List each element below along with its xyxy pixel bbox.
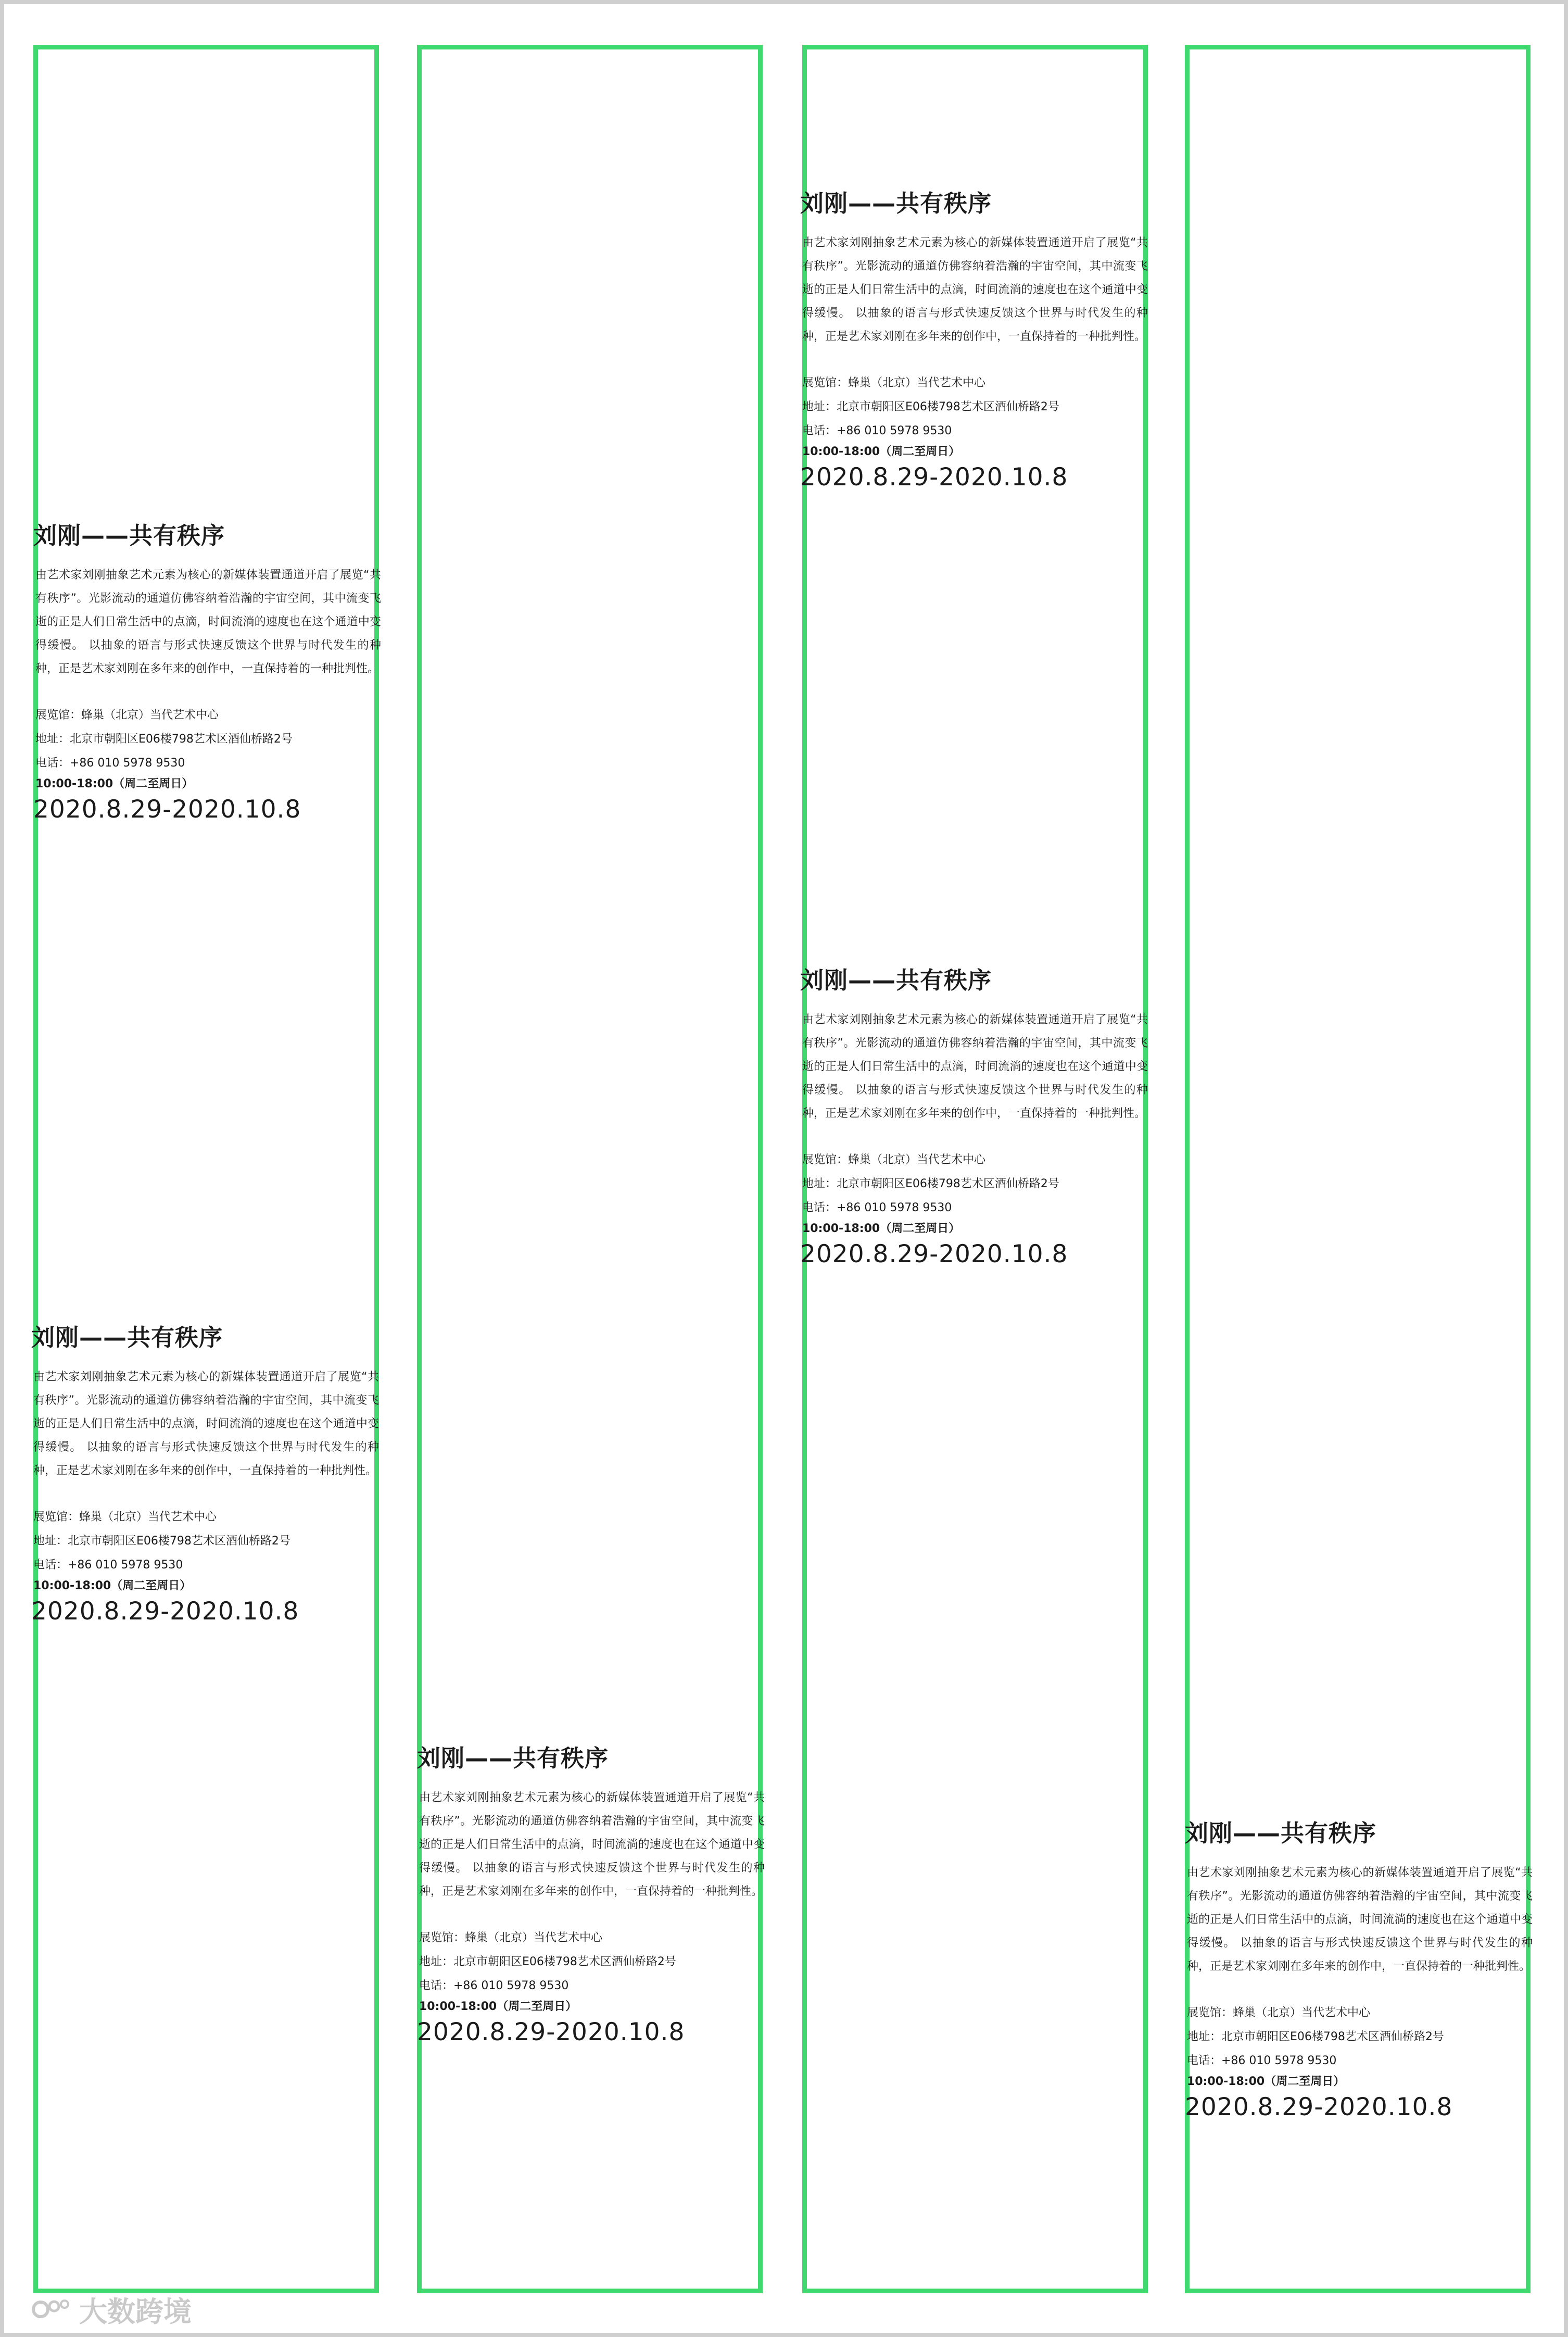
exhibition-info-block [1185,1818,1539,2124]
exhibition-info-block [31,1323,385,1628]
column-1 [33,45,379,2293]
phone-text: 电话：+86 010 5978 9530 [802,424,952,437]
exhibition-dates: 2020.8.29-2020.10.8 [800,463,1068,492]
exhibition-info-block [800,189,1154,494]
venue-text: 展览馆：蜂巢（北京）当代艺术中心 [419,1931,603,1944]
hours-text: 10:00-18:00（周二至周日） [1187,2075,1345,2088]
address-text: 地址：北京市朝阳区E06楼798艺术区酒仙桥路2号 [33,1535,290,1548]
exhibition-title: 刘刚——共有秩序 [33,522,225,549]
address-text: 地址：北京市朝阳区E06楼798艺术区酒仙桥路2号 [35,733,293,746]
exhibition-title: 刘刚——共有秩序 [800,966,992,994]
watermark-text: 大数跨境 [79,2295,192,2328]
venue-text: 展览馆：蜂巢（北京）当代艺术中心 [1187,2006,1371,2019]
phone-text: 电话：+86 010 5978 9530 [802,1201,952,1214]
exhibition-description: 由艺术家刘刚抽象艺术元素为核心的新媒体装置通道开启了展览“共有秩序”。光影流动的通道仿佛容纳着浩瀚的宇宙空间，其中流变飞逝的正是人们日常生活中的点滴，时间流淌的速度也在这个通道中变得缓慢。 以抽象的语言与形式快速反馈这个世界与时代发生的种种，正是艺术家刘刚在多年来的创作中，一直保持着的一种批判性。 [1187,1866,1533,1973]
exhibition-description: 由艺术家刘刚抽象艺术元素为核心的新媒体装置通道开启了展览“共有秩序”。光影流动的通道仿佛容纳着浩瀚的宇宙空间，其中流变飞逝的正是人们日常生活中的点滴，时间流淌的速度也在这个通道中变得缓慢。 以抽象的语言与形式快速反馈这个世界与时代发生的种种，正是艺术家刘刚在多年来的创作中，一直保持着的一种批判性。 [419,1791,765,1898]
address-text: 地址：北京市朝阳区E06楼798艺术区酒仙桥路2号 [802,400,1059,413]
venue-text: 展览馆：蜂巢（北京）当代艺术中心 [802,1153,986,1166]
exhibition-description: 由艺术家刘刚抽象艺术元素为核心的新媒体装置通道开启了展览“共有秩序”。光影流动的通道仿佛容纳着浩瀚的宇宙空间，其中流变飞逝的正是人们日常生活中的点滴，时间流淌的速度也在这个通道中变得缓慢。 以抽象的语言与形式快速反馈这个世界与时代发生的种种，正是艺术家刘刚在多年来的创作中，一直保持着的一种批判性。 [802,1013,1148,1120]
hours-text: 10:00-18:00（周二至周日） [35,777,194,790]
phone-text: 电话：+86 010 5978 9530 [419,1979,569,1992]
venue-text: 展览馆：蜂巢（北京）当代艺术中心 [35,709,219,722]
exhibition-title: 刘刚——共有秩序 [417,1744,609,1772]
phone-text: 电话：+86 010 5978 9530 [35,757,185,770]
venue-text: 展览馆：蜂巢（北京）当代艺术中心 [33,1511,217,1524]
venue-text: 展览馆：蜂巢（北京）当代艺术中心 [802,376,986,390]
hours-text: 10:00-18:00（周二至周日） [33,1579,192,1592]
exhibition-title: 刘刚——共有秩序 [1185,1819,1377,1847]
exhibition-info-block [800,965,1154,1271]
exhibition-description: 由艺术家刘刚抽象艺术元素为核心的新媒体装置通道开启了展览“共有秩序”。光影流动的通道仿佛容纳着浩瀚的宇宙空间，其中流变飞逝的正是人们日常生活中的点滴，时间流淌的速度也在这个通道中变得缓慢。 以抽象的语言与形式快速反馈这个世界与时代发生的种种，正是艺术家刘刚在多年来的创作中，一直保持着的一种批判性。 [33,1371,379,1477]
exhibition-info-block [417,1743,771,2049]
address-text: 地址：北京市朝阳区E06楼798艺术区酒仙桥路2号 [1187,2030,1444,2043]
exhibition-title: 刘刚——共有秩序 [31,1324,223,1351]
phone-text: 电话：+86 010 5978 9530 [1187,2054,1337,2067]
address-text: 地址：北京市朝阳区E06楼798艺术区酒仙桥路2号 [802,1177,1059,1190]
exhibition-dates: 2020.8.29-2020.10.8 [33,795,301,824]
hours-text: 10:00-18:00（周二至周日） [802,1222,960,1235]
exhibition-description: 由艺术家刘刚抽象艺术元素为核心的新媒体装置通道开启了展览“共有秩序”。光影流动的通道仿佛容纳着浩瀚的宇宙空间，其中流变飞逝的正是人们日常生活中的点滴，时间流淌的速度也在这个通道中变得缓慢。 以抽象的语言与形式快速反馈这个世界与时代发生的种种，正是艺术家刘刚在多年来的创作中，一直保持着的一种批判性。 [35,569,381,675]
phone-text: 电话：+86 010 5978 9530 [33,1559,183,1572]
exhibition-dates: 2020.8.29-2020.10.8 [417,2018,685,2046]
exhibition-description: 由艺术家刘刚抽象艺术元素为核心的新媒体装置通道开启了展览“共有秩序”。光影流动的通道仿佛容纳着浩瀚的宇宙空间，其中流变飞逝的正是人们日常生活中的点滴，时间流淌的速度也在这个通道中变得缓慢。 以抽象的语言与形式快速反馈这个世界与时代发生的种种，正是艺术家刘刚在多年来的创作中，一直保持着的一种批判性。 [802,236,1148,343]
hours-text: 10:00-18:00（周二至周日） [802,445,960,458]
exhibition-dates: 2020.8.29-2020.10.8 [1185,2093,1453,2121]
hours-text: 10:00-18:00（周二至周日） [419,2000,577,2013]
address-text: 地址：北京市朝阳区E06楼798艺术区酒仙桥路2号 [419,1955,676,1968]
exhibition-info-block [33,521,387,826]
logo-icon [31,2295,73,2324]
watermark [31,2291,192,2328]
exhibition-dates: 2020.8.29-2020.10.8 [31,1597,299,1626]
exhibition-dates: 2020.8.29-2020.10.8 [800,1240,1068,1268]
exhibition-title: 刘刚——共有秩序 [800,190,992,217]
